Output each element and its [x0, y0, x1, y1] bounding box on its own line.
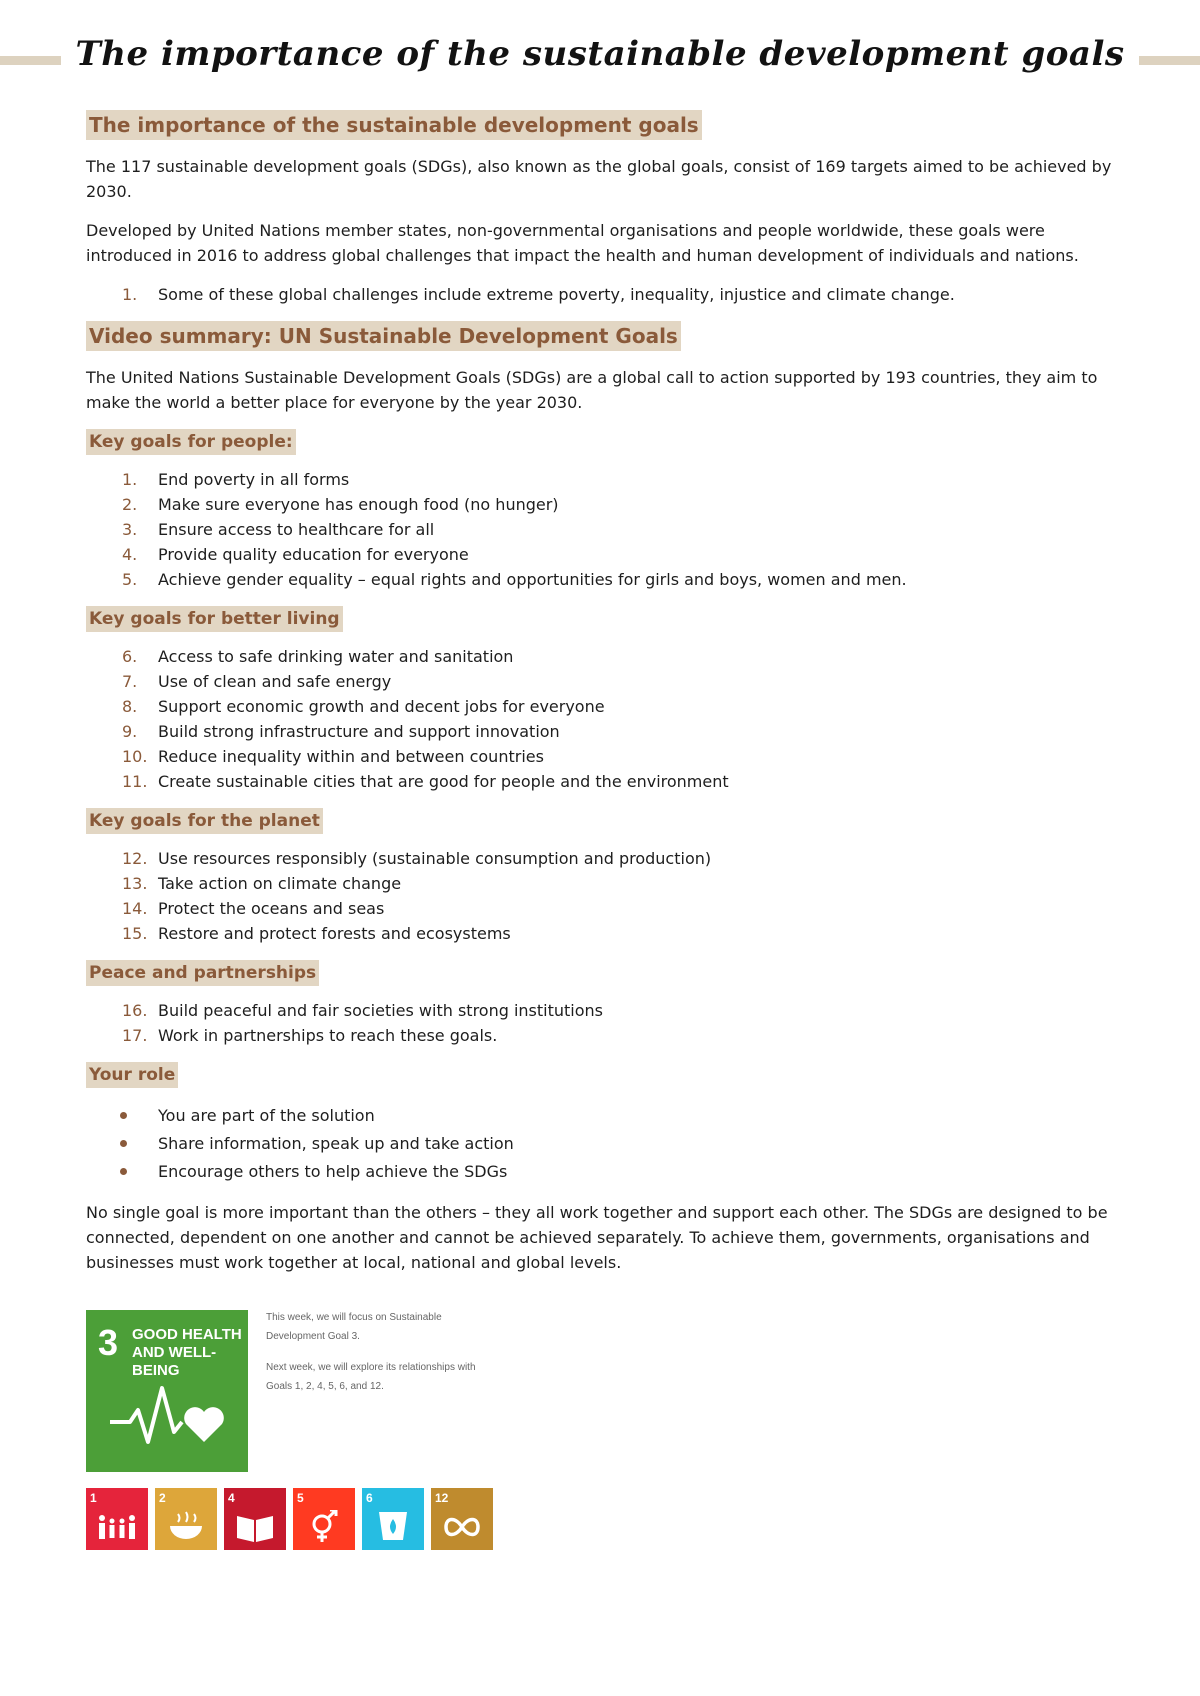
bullet-icon [120, 1140, 127, 1147]
list-number: 17. [122, 1026, 148, 1045]
list-number: 13. [122, 874, 148, 893]
infinity-icon [442, 1510, 482, 1544]
tile-number: 5 [297, 1491, 304, 1505]
goal-list [86, 846, 1116, 946]
list-text: Ensure access to healthcare for all [158, 520, 435, 539]
list-item [86, 467, 1116, 492]
list-item [86, 492, 1116, 517]
water-icon [373, 1510, 413, 1544]
sdg3-title [132, 1326, 248, 1380]
section-goals-planet [86, 808, 1116, 946]
subsection-heading: Key goals for people: [86, 429, 296, 455]
section-video-summary [86, 321, 1116, 415]
subsection-heading: Key goals for better living [86, 606, 343, 632]
list-item [86, 1023, 1116, 1048]
list-text: Achieve gender equality – equal rights and opportunities for girls and boys, women and men. [158, 570, 907, 589]
goal-list [86, 644, 1116, 794]
goal-tile-12 [431, 1488, 493, 1550]
list-item [86, 769, 1116, 794]
list-number: 11. [122, 772, 148, 791]
list-item [86, 998, 1116, 1023]
list-item [86, 871, 1116, 896]
list-text: Build peaceful and fair societies with strong institutions [158, 1001, 604, 1020]
list-text: Provide quality education for everyone [158, 545, 469, 564]
challenges-list [86, 282, 1116, 307]
document-body [86, 110, 1116, 1275]
list-number: 10. [122, 747, 148, 766]
family-icon [97, 1510, 137, 1544]
list-number: 15. [122, 924, 148, 943]
list-text: Reduce inequality within and between countries [158, 747, 544, 766]
subsection-heading: Your role [86, 1062, 178, 1088]
list-item [86, 517, 1116, 542]
section-goals-living [86, 606, 1116, 794]
goal-tile-5 [293, 1488, 355, 1550]
section-goals-people [86, 429, 1116, 592]
list-text: Use resources responsibly (sustainable consumption and production) [158, 849, 712, 868]
section-heading: The importance of the sustainable development goals [86, 110, 702, 140]
bullet-text: Encourage others to help achieve the SDGs [158, 1162, 508, 1181]
tile-number: 4 [228, 1491, 235, 1505]
bowl-icon [166, 1510, 206, 1544]
list-item [86, 644, 1116, 669]
section-your-role [86, 1062, 1116, 1186]
goal-list [86, 998, 1116, 1048]
list-text: Create sustainable cities that are good for people and the environment [158, 772, 729, 791]
tile-number: 12 [435, 1491, 449, 1505]
paragraph: The United Nations Sustainable Development Goals (SDGs) are a global call to action supported by 193 countries, they aim to make the world a better place for everyone by the year 2030. [86, 368, 1098, 412]
section-peace [86, 960, 1116, 1048]
list-number: 14. [122, 899, 148, 918]
list-text: Build strong infrastructure and support innovation [158, 722, 560, 741]
list-item [86, 719, 1116, 744]
bullet-icon [120, 1112, 127, 1119]
list-number: 4. [122, 545, 138, 564]
list-item [86, 542, 1116, 567]
list-number: 6. [122, 647, 138, 666]
list-text: Work in partnerships to reach these goals. [158, 1026, 498, 1045]
list-item [86, 669, 1116, 694]
list-number: 9. [122, 722, 138, 741]
page-title-text: The importance of the sustainable development goals [61, 34, 1138, 74]
gender-icon [304, 1510, 344, 1544]
paragraph: The 117 sustainable development goals (SDGs), also known as the global goals, consist of 169 targets aimed to be achieved by 2030. [86, 157, 1112, 201]
list-number: 12. [122, 849, 148, 868]
sdg3-title-line: GOOD HEALTH [132, 1326, 242, 1343]
subsection-heading: Peace and partnerships [86, 960, 319, 986]
book-icon [235, 1510, 275, 1544]
list-number: 3. [122, 520, 138, 539]
list-item [86, 921, 1116, 946]
list-text: Use of clean and safe energy [158, 672, 392, 691]
bullet-item [86, 1130, 1116, 1158]
list-number: 1. [122, 470, 138, 489]
sdg3-title-line: AND WELL-BEING [132, 1344, 217, 1379]
subsection-heading: Key goals for the planet [86, 808, 323, 834]
list-number: 2. [122, 495, 138, 514]
list-item [86, 896, 1116, 921]
tile-number: 2 [159, 1491, 166, 1505]
bullet-item [86, 1102, 1116, 1130]
heartbeat-icon [108, 1382, 228, 1452]
list-text: Make sure everyone has enough food (no hunger) [158, 495, 559, 514]
bullet-text: Share information, speak up and take action [158, 1134, 514, 1153]
sidenote-text: Next week, we will explore its relationships with Goals 1, 2, 4, 5, 6, and 12. [266, 1362, 476, 1392]
goal-tile-2 [155, 1488, 217, 1550]
section-heading: Video summary: UN Sustainable Development Goals [86, 321, 681, 351]
role-list [86, 1102, 1116, 1186]
list-item [86, 567, 1116, 592]
list-item [86, 694, 1116, 719]
list-item [86, 744, 1116, 769]
bullet-text: You are part of the solution [158, 1106, 375, 1125]
page-title [0, 34, 1200, 74]
goal-tile-6 [362, 1488, 424, 1550]
list-text: Access to safe drinking water and sanitation [158, 647, 514, 666]
sidenote [266, 1308, 496, 1408]
list-number: 8. [122, 697, 138, 716]
goal-tile-1 [86, 1488, 148, 1550]
goal-tile-4 [224, 1488, 286, 1550]
list-item [86, 282, 1116, 307]
list-number: 5. [122, 570, 138, 589]
related-goals-tiles [86, 1488, 493, 1550]
closing-paragraph: No single goal is more important than the others – they all work together and support each other. The SDGs are designed to be connected, dependent on one another and cannot be achieved separately. To achieve them, governments, organisations and businesses must work together at local, national and global levels. [86, 1203, 1108, 1272]
list-text: End poverty in all forms [158, 470, 350, 489]
list-number: 7. [122, 672, 138, 691]
paragraph: Developed by United Nations member states, non-governmental organisations and people worldwide, these goals were introduced in 2016 to address global challenges that impact the health and human development of individuals and nations. [86, 221, 1079, 265]
list-item [86, 846, 1116, 871]
list-text: Protect the oceans and seas [158, 899, 385, 918]
sdg3-logo [86, 1310, 248, 1472]
sdg3-number: 3 [98, 1322, 119, 1363]
bullet-item [86, 1158, 1116, 1186]
sidenote-text: This week, we will focus on Sustainable Development Goal 3. [266, 1312, 442, 1342]
list-number: 16. [122, 1001, 148, 1020]
list-number: 1. [122, 285, 138, 304]
tile-number: 1 [90, 1491, 97, 1505]
list-text: Some of these global challenges include extreme poverty, inequality, injustice and climate change. [158, 285, 955, 304]
goal-list [86, 467, 1116, 592]
bullet-icon [120, 1168, 127, 1175]
tile-number: 6 [366, 1491, 373, 1505]
section-importance [86, 110, 1116, 307]
list-text: Take action on climate change [158, 874, 402, 893]
list-text: Support economic growth and decent jobs for everyone [158, 697, 605, 716]
list-text: Restore and protect forests and ecosystems [158, 924, 511, 943]
